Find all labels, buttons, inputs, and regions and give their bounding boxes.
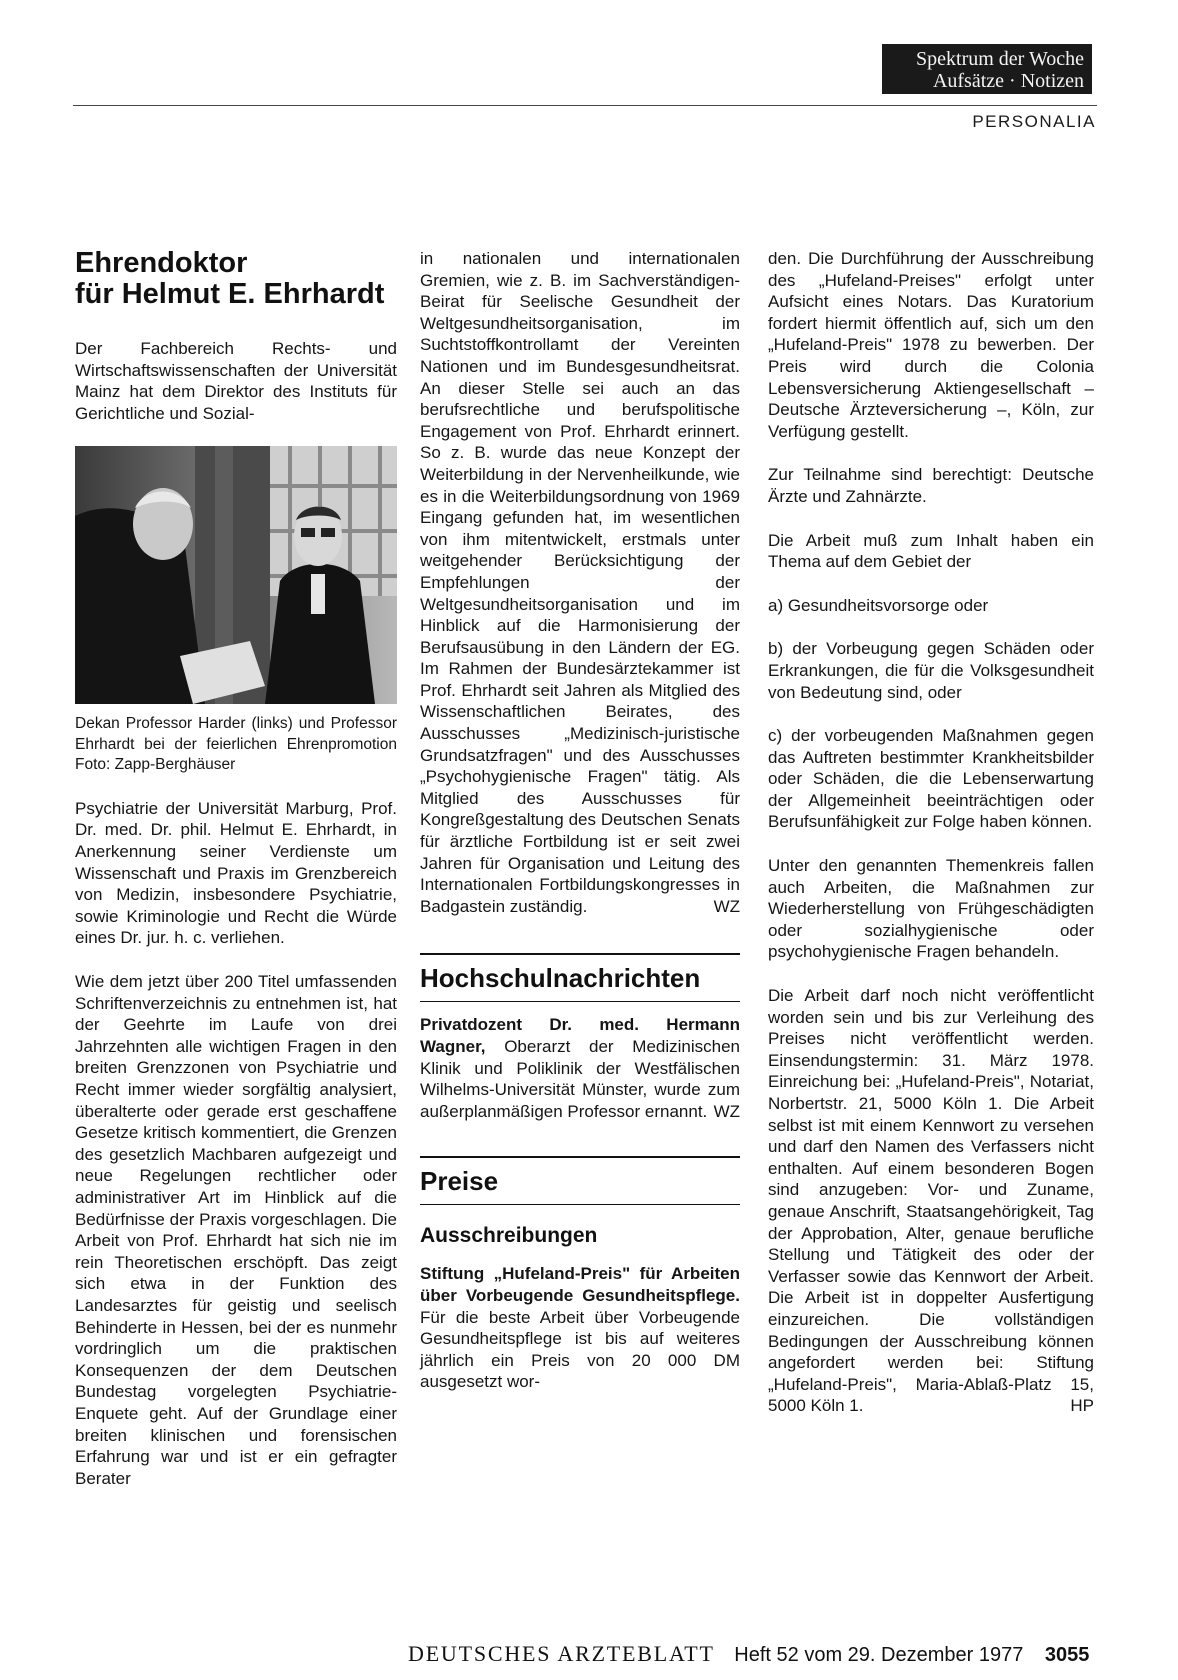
- badge-line-1: Spektrum der Woche: [916, 48, 1084, 70]
- article-paragraph-3: Wie dem jetzt über 200 Titel umfassenden Schriftenverzeichnis zu entnehmen ist, hat der Geehrte im Laufe von drei Jahrzehnten alle wichtigen Fragen in den breiten Grenzzonen von Psychiatrie und Recht immer wieder sorgfältig analysiert, überalterte oder gerade erst geschaffene Gesetze kritisch kommentiert, die Grenzen des gesetzlich Machbaren aufgezeigt und neue Regelungen rechtlicher oder administrativer Art im Hinblick auf die Bedürfnisse der Praxis vorgeschlagen. Die Arbeit von Prof. Ehrhardt hat sich nie im rein Theoretischen erschöpft. Das zeigt sich etwa in der Funktion des Landesarztes für geistig und seelisch Behinderte in Hessen, bei der es nunmehr vordringlich um die praktischen Konsequenzen der dem Deutschen Bundestag vorgelegten Psychiatrie-Enquete geht. Auf der Grundlage einer breiten klinischen und forensischen Erfahrung war und ist er ein gefragter Berater: [75, 972, 397, 1488]
- hochschul-lead: Privatdozent Dr. med. Hermann Wagner,: [420, 1015, 740, 1056]
- preise-item-c: c) der vorbeugenden Maßnahmen gegen das Auftreten bestimmter Krankheitsbilder oder Schäden, die die Lebenserwartung der Allgemeinheit beeinträchtigen oder Berufsunfähigkeit zur Folge haben können.: [768, 726, 1094, 832]
- journal-name: DEUTSCHES ARZTEBLATT: [408, 1641, 715, 1666]
- hochschul-top-rule: [420, 953, 740, 955]
- preise-top-rule: [420, 1156, 740, 1158]
- section-badge: [882, 44, 1092, 94]
- preise-paragraph-4: Die Arbeit muß zum Inhalt haben ein Thema auf dem Gebiet der: [768, 530, 1094, 572]
- article-paragraph-4: [420, 248, 740, 917]
- photo-caption: Dekan Professor Harder (links) und Professor Ehrhardt bei der feierlichen Ehrenpromotion Foto: Zapp-Berghäuser: [75, 715, 397, 774]
- hochschul-paragraph: [420, 1014, 740, 1122]
- preise-text-1: Für die beste Arbeit über Vorbeugende Gesundheitspflege ist bis auf weiteres jährlich ein Preis von 20 000 DM ausgesetzt wor-: [420, 1307, 740, 1392]
- article-paragraph-2: Psychiatrie der Universität Marburg, Prof. Dr. med. Dr. phil. Helmut E. Ehrhardt, in Anerkennung seiner Verdienste um Wissenschaft und Praxis im Grenzbereich von Medizin, insbesondere Psychiatrie, sowie Kriminologie und Recht die Würde eines Dr. jur. h. c. verliehen.: [75, 798, 397, 948]
- issue-info: Heft 52 vom 29. Dezember 1977: [734, 1644, 1024, 1666]
- column-3: [768, 248, 1094, 1439]
- hochschul-text: Oberarzt der Medizinischen Klinik und Poliklinik der Westfälischen Wilhelms-Universität Münster, wurde zum außerplanmäßigen Professor ernannt.: [420, 1037, 740, 1121]
- header-rule: [73, 105, 1097, 106]
- preise-text-6: Die Arbeit darf noch nicht veröffentlicht worden sein und bis zur Verleihung des Preises nicht veröffentlicht werden. Einsendungstermin: 31. März 1978. Einreichung bei: „Hufeland-Preis", Notariat, Norbertstr. 21, 5000 Köln 1. Die Arbeit selbst ist mit einem Kennwort zu versehen und darf den Namen des Verfassers nicht enthalten. Auf einem besonderen Bogen sind anzugeben: Vor- und Zuname, genaue Anschrift, Staatsangehörigkeit, Tag der Approbation, Alter, genaue berufliche Stellung und Tätigkeit des oder der Verfasser sowie das Kennwort der Arbeit. Die Arbeit ist in doppelter Ausfertigung einzureichen. Die vollständigen Bedingungen der Ausschreibung können angefordert werden bei: Stiftung „Hufeland-Preis", Maria-Ablaß-Platz 15, 5000 Köln 1.: [768, 986, 1094, 1416]
- page-number: 3055: [1044, 1644, 1090, 1666]
- article-paragraph-4-text: in nationalen und internationalen Gremien, wie z. B. im Sachverständigen-Beirat für Seelische Gesundheit der Weltgesundheitsorganisation, im Suchtstoffkontrollamt der Vereinten Nationen und im Bundesgesundheitsrat. An dieser Stelle sei auch an das berufsrechtliche und berufspolitische Engagement von Prof. Ehrhardt erinnert. So z. B. wurde das neue Konzept der Weiterbildung in der Nervenheilkunde, wie es in die Weiterbildungsordnung von 1969 Eingang gefunden hat, im wesentlichen von ihm mitentwickelt, erstmals unter weitgehender Berücksichtigung der Empfehlungen der Weltgesundheitsorganisation und im Hinblick auf die Harmonisierung der Berufsausübung in den Ländern der EG. Im Rahmen der Bundesärztekammer ist Prof. Ehrhardt seit Jahren als Mitglied des Wissenschaftlichen Beirates, des Ausschusses „Medizinisch-juristische Grundsatzfragen" und des Ausschusses „Psychohygienische Fragen" tätig. Als Mitglied des Ausschusses für Kongreßgestaltung des Deutschen Senats für ärztliche Fortbildung ist er seit zwei Jahren für Organisation und Leitung des Internationalen Fortbildungskongresses in Badgastein zuständig.: [420, 249, 740, 916]
- ceremony-photo-image: [75, 446, 397, 704]
- hochschul-bottom-rule: [420, 1001, 740, 1002]
- ceremony-photo: [75, 446, 397, 704]
- preise-lead: Stiftung „Hufeland-Preis" für Arbeiten über Vorbeugende Gesundheitspflege.: [420, 1264, 740, 1305]
- preise-paragraph-6: [768, 985, 1094, 1417]
- preise-item-b: b) der Vorbeugung gegen Schäden oder Erkrankungen, die für die Volksgesundheit von Bedeutung sind, oder: [768, 639, 1094, 702]
- preise-bottom-rule: [420, 1204, 740, 1205]
- preise-subheading: Ausschreibungen: [420, 1224, 598, 1248]
- page-footer: [408, 1641, 1089, 1667]
- article-title-line-1: Ehrendoktor: [75, 247, 248, 279]
- column-1: [75, 248, 397, 1511]
- section-label: PERSONALIA: [972, 112, 1096, 131]
- article-title-line-2: für Helmut E. Ehrhardt: [75, 278, 385, 310]
- preise-paragraph-2: den. Die Durchführung der Ausschreibung des „Hufeland-Preises" erfolgt unter Aufsicht eines Notars. Das Kuratorium fordert hiermit öffentlich auf, sich um den „Hufeland-Preis" 1978 zu bewerben. Der Preis wird durch die Colonia Lebensversicherung Aktiengesellschaft – Deutsche Ärzteversicherung –, Köln, zur Verfügung gestellt.: [768, 249, 1094, 441]
- preise-heading: Preise: [420, 1166, 499, 1197]
- preise-item-a: a) Gesundheitsvorsorge oder: [768, 595, 989, 615]
- hochschul-signature: WZ: [713, 1101, 740, 1121]
- badge-line-2: Aufsätze · Notizen: [932, 70, 1084, 92]
- preise-paragraph-1: [420, 1263, 740, 1393]
- article-paragraph-1: Der Fachbereich Rechts- und Wirtschaftswissenschaften der Universität Mainz hat dem Direktor des Instituts für Gerichtliche und Sozial-: [75, 339, 397, 423]
- preise-paragraph-5: Unter den genannten Themenkreis fallen auch Arbeiten, die Maßnahmen zur Wiederherstellung von Frühgeschädigten oder sozialhygienische oder psychohygienische Fragen behandeln.: [768, 856, 1094, 962]
- article-signature: WZ: [713, 896, 740, 916]
- preise-signature: HP: [1070, 1396, 1094, 1416]
- preise-paragraph-3: Zur Teilnahme sind berechtigt: Deutsche Ärzte und Zahnärzte.: [768, 465, 1094, 506]
- column-2: [420, 248, 740, 1415]
- article-title: [75, 248, 397, 310]
- hochschul-heading: Hochschulnachrichten: [420, 963, 701, 994]
